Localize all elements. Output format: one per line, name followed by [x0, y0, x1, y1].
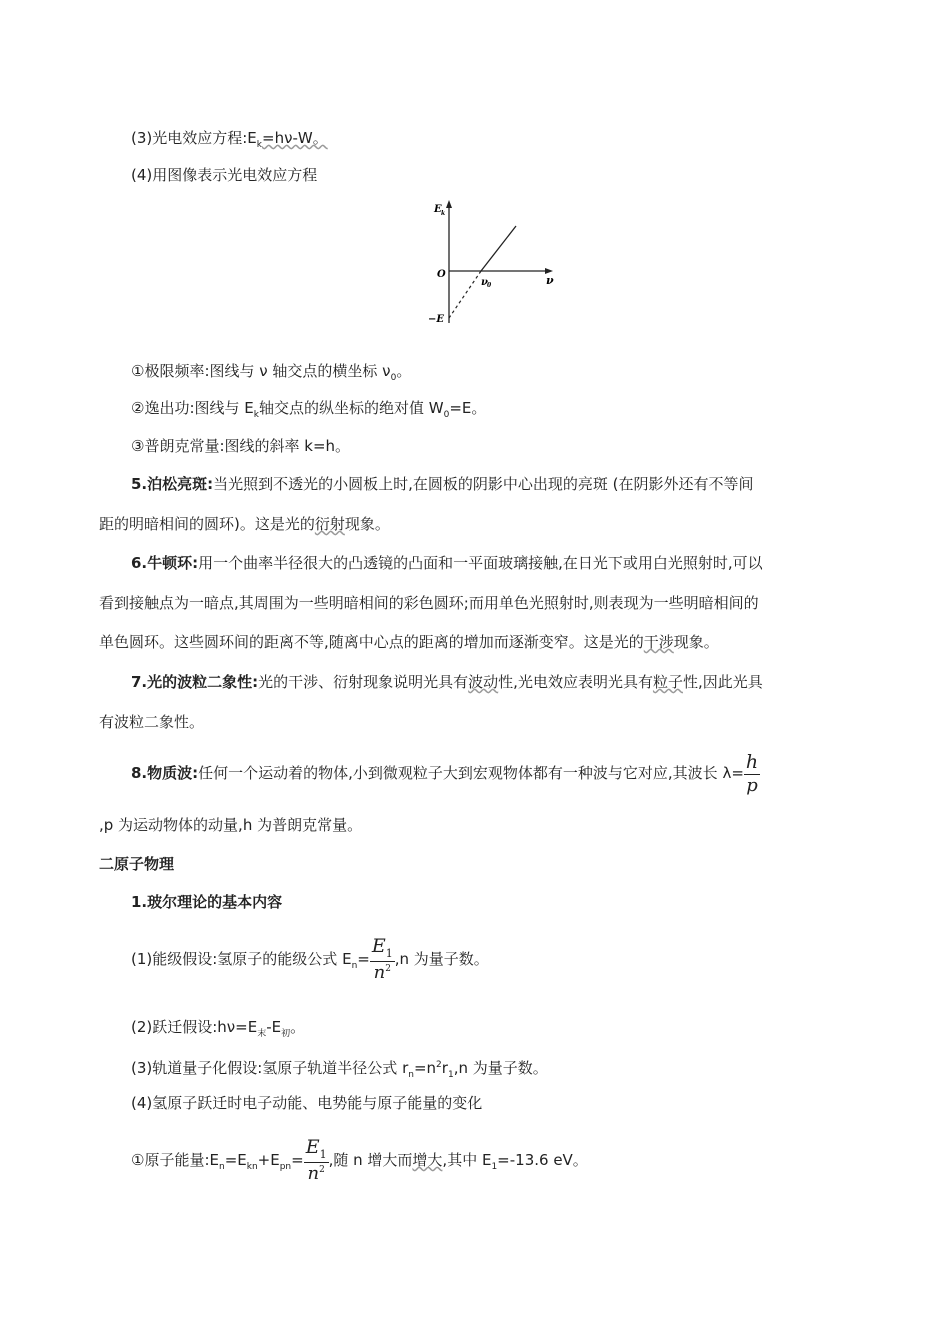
- heading-atomic-physics: 二原子物理: [99, 855, 175, 873]
- section6-title: 6.牛顿环:: [131, 554, 199, 572]
- x-axis-label: ν: [546, 274, 554, 287]
- section6-line3: 单色圆环。这些圆环间的距离不等,随离中心点的距离的增加而逐渐变窄。这是光的干涉现象。: [99, 633, 719, 651]
- heading-bohr-theory: 1.玻尔理论的基本内容: [131, 893, 283, 911]
- item-threshold-frequency: ①极限频率:图线与 ν 轴交点的横坐标 $\nu_0$。: [131, 362, 412, 383]
- y-axis-label: E: [434, 204, 442, 215]
- item-planck-constant: ③普朗克常量:图线的斜率 k=h。: [131, 437, 351, 455]
- item-work-function: ②逸出功:图线与 $E_k$轴交点的纵坐标的绝对值 $W_0=E$。: [131, 399, 487, 420]
- section6-line2: 看到接触点为一暗点,其周围为一些明暗相间的彩色圆环;而用单色光照射时,则表现为一些明暗相间的: [99, 594, 759, 612]
- bohr-transition-changes: (4)氢原子跃迁时电子动能、电势能与原子能量的变化: [131, 1094, 483, 1112]
- photoelectric-graph: [425, 198, 565, 328]
- section7-line2: 有波粒二象性。: [99, 713, 205, 731]
- section5-title: 5.泊松亮斑:: [131, 475, 214, 493]
- neg-e-label: −E: [428, 314, 445, 325]
- section5-line1: 5.泊松亮斑:当光照到不透光的小圆板上时,在圆板的阴影中心出现的亮斑 (在阴影外还有不等间: [131, 475, 754, 493]
- wavelength-fraction: $\frac{h}{p}$: [745, 750, 759, 796]
- atomic-energy-fraction: $\frac{E_1}{n^2}$: [305, 1136, 327, 1184]
- section7-title: 7.光的波粒二象性:: [131, 673, 259, 691]
- bohr-orbit-quantization: (3)轨道量子化假设:氢原子轨道半径公式 $r_n=n^2r_1,n$ 为量子数。: [131, 1059, 548, 1080]
- bohr-energy-level: (1)能级假设:氢原子的能级公式 $E_n=$ $\frac{E_1}{n^2}$ ,n 为量子数。: [131, 935, 489, 983]
- bohr-transition: (2)跃迁假设$:h\nu=E_末-E_初$。: [131, 1018, 306, 1039]
- section6-line1: 6.牛顿环:用一个曲率半径很大的凸透镜的凸面和一平面玻璃接触,在日光下或用白光照射时,可以: [131, 554, 763, 572]
- v0-sub: 0: [487, 282, 492, 289]
- photoelectric-equation: (3)光电效应方程$:E_k=h\nu-W$。: [131, 129, 328, 150]
- section7-line1: 7.光的波粒二象性:光的干涉、衍射现象说明光具有波动性,光电效应表明光具有粒子性,因此光具: [131, 673, 763, 691]
- origin-label: O: [437, 269, 446, 280]
- y-axis-sub: k: [441, 210, 446, 217]
- v0-label: ν: [481, 277, 488, 288]
- energy-fraction: $\frac{E_1}{n^2}$: [371, 935, 393, 983]
- section8-line2: ,p 为运动物体的动量,h 为普朗克常量。: [99, 816, 363, 834]
- section8-line1: 8.物质波:任何一个运动着的物体,小到微观粒子大到宏观物体都有一种波与它对应,其波长 λ= $\frac{h}{p}$: [131, 750, 759, 796]
- section5-line2: 距的明暗相间的圆环)。这是光的衍射现象。: [99, 515, 390, 533]
- graph-caption: (4)用图像表示光电效应方程: [131, 166, 318, 184]
- section8-title: 8.物质波:: [131, 764, 199, 782]
- atomic-energy-item: ①原子能量$:E_n=E_{kn}+E_{pn}=$ $\frac{E_1}{n^2}$ ,随 n 增大而增大,其中 $E_1=-13.6$ eV。: [131, 1136, 588, 1184]
